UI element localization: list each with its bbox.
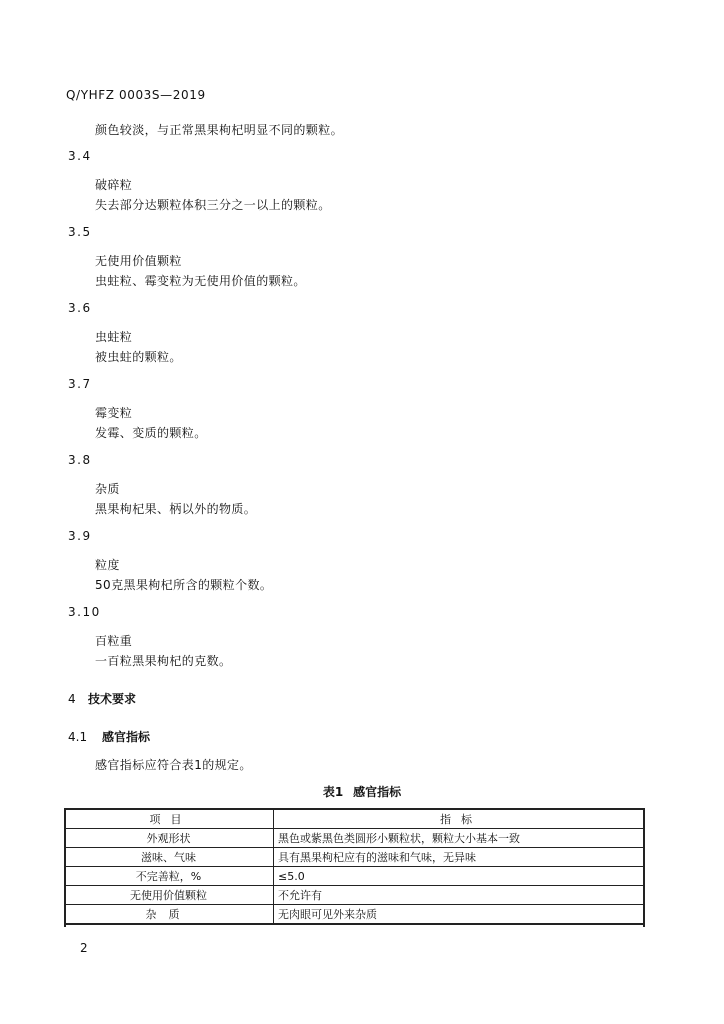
chapter-number: 4 xyxy=(68,692,76,706)
row-index: 不允许有 xyxy=(274,886,645,905)
subclause-text: 感官指标应符合表1的规定。 xyxy=(95,758,252,772)
subclause-heading xyxy=(68,728,150,745)
row-item: 不完善粒，% xyxy=(64,867,274,886)
row-index: 黑色或紫黑色类圆形小颗粒状，颗粒大小基本一致 xyxy=(274,829,645,848)
table-title: 感官指标 xyxy=(353,785,402,799)
chapter-heading xyxy=(68,690,136,707)
row-item: 杂质 xyxy=(64,905,274,925)
definition-3-8: 黑果枸杞果、柄以外的物质。 xyxy=(95,502,257,516)
definition-3-5: 虫蛀粒、霉变粒为无使用价值的颗粒。 xyxy=(95,274,306,288)
table-caption xyxy=(0,783,724,800)
row-index: ≤5.0 xyxy=(274,867,645,886)
term-3-4: 破碎粒 xyxy=(95,178,133,192)
definition-3-7: 发霉、变质的颗粒。 xyxy=(95,426,207,440)
header-item: 项目 xyxy=(64,809,274,829)
row-item: 外观形状 xyxy=(64,829,274,848)
table-row xyxy=(64,848,644,867)
clause-number-3-9: 3.9 xyxy=(68,529,92,543)
clause-number-3-8: 3.8 xyxy=(68,453,92,467)
term-3-10: 百粒重 xyxy=(95,634,133,648)
row-index: 具有黑果枸杞应有的滋味和气味，无异味 xyxy=(274,848,645,867)
definition-3-10: 一百粒黑果枸杞的克数。 xyxy=(95,654,232,668)
definition-text: 颜色较淡，与正常黑果枸杞明显不同的颗粒。 xyxy=(95,123,344,137)
clause-number-3-7: 3.7 xyxy=(68,377,92,391)
clause-number-3-4: 3.4 xyxy=(68,149,92,163)
term-3-8: 杂质 xyxy=(95,482,120,496)
table-row xyxy=(64,886,644,905)
table-label: 表1 xyxy=(322,785,344,799)
table-header-row xyxy=(64,809,644,829)
table-row xyxy=(64,905,644,925)
chapter-title: 技术要求 xyxy=(88,692,137,706)
subclause-title: 感官指标 xyxy=(102,730,151,744)
definition-3-9: 50克黑果枸杞所含的颗粒个数。 xyxy=(95,578,273,592)
definition-3-4: 失去部分达颗粒体积三分之一以上的颗粒。 xyxy=(95,198,331,212)
clause-number-3-10: 3.10 xyxy=(68,605,101,619)
row-item: 滋味、气味 xyxy=(64,848,274,867)
term-3-5: 无使用价值颗粒 xyxy=(95,254,182,268)
definition-3-6: 被虫蛀的颗粒。 xyxy=(95,350,182,364)
sensory-index-table xyxy=(64,808,644,925)
table-row xyxy=(64,829,644,848)
term-3-6: 虫蛀粒 xyxy=(95,330,133,344)
table-row xyxy=(64,867,644,886)
row-item: 无使用价值颗粒 xyxy=(64,886,274,905)
table-right-border xyxy=(643,808,645,927)
subclause-number: 4.1 xyxy=(68,730,88,744)
row-index: 无肉眼可见外来杂质 xyxy=(274,905,645,925)
header-index: 指标 xyxy=(274,809,645,829)
page-number: 2 xyxy=(80,941,88,955)
table-left-border xyxy=(64,808,66,927)
term-3-7: 霉变粒 xyxy=(95,406,133,420)
term-3-9: 粒度 xyxy=(95,558,120,572)
clause-number-3-6: 3.6 xyxy=(68,301,92,315)
clause-number-3-5: 3.5 xyxy=(68,225,92,239)
standard-code-header: Q/YHFZ 0003S—2019 xyxy=(66,88,206,102)
